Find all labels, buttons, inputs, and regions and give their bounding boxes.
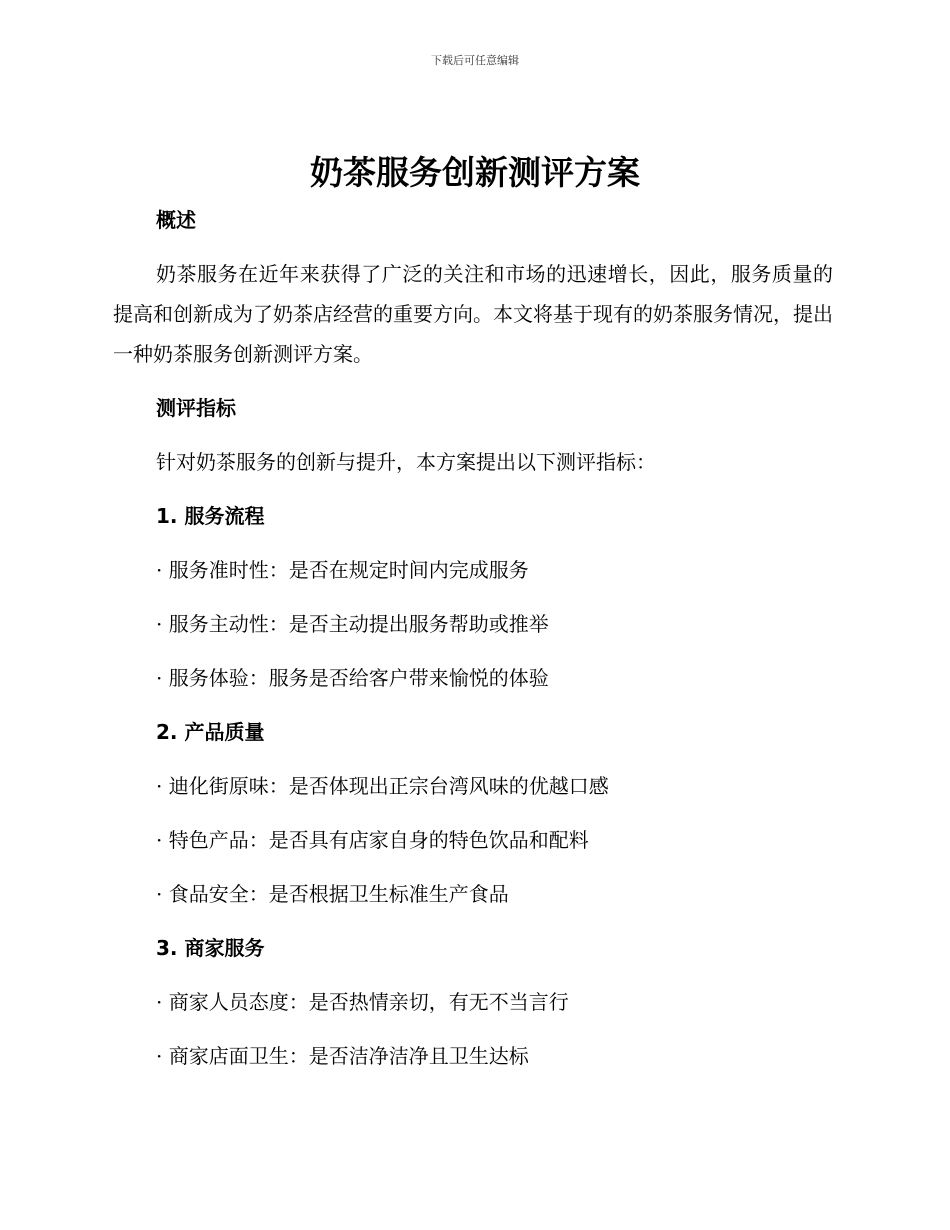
spacer [113,752,833,766]
spacer [113,428,833,442]
spacer [113,806,833,820]
spacer [113,482,833,496]
list-item: · 商家店面卫生：是否洁净洁净且卫生达标 [156,1044,529,1068]
spacer [113,914,833,928]
section-heading-overview: 概述 [156,208,196,232]
spacer [113,536,833,550]
section-heading-metrics: 测评指标 [156,396,236,420]
spacer [113,590,833,604]
spacer [113,1022,833,1036]
spacer [113,968,833,982]
list-item: · 服务准时性：是否在规定时间内完成服务 [156,558,529,582]
spacer [113,860,833,874]
subsection-heading-merchant-service: 3. 商家服务 [156,936,265,960]
metrics-intro: 针对奶茶服务的创新与提升，本方案提出以下测评指标： [156,450,656,474]
spacer [113,240,833,254]
subsection-heading-product-quality: 2. 产品质量 [156,720,265,744]
document-body [113,200,833,1076]
list-item: · 食品安全：是否根据卫生标准生产食品 [156,882,509,906]
spacer [113,374,833,388]
list-item: · 服务主动性：是否主动提出服务帮助或推举 [156,612,549,636]
overview-paragraph: 奶茶服务在近年来获得了广泛的关注和市场的迅速增长，因此，服务质量的提高和创新成为了奶茶店经营的重要方向。本文将基于现有的奶茶服务情况，提出一种奶茶服务创新测评方案。 [113,262,833,366]
list-item: · 商家人员态度：是否热情亲切，有无不当言行 [156,990,569,1014]
spacer [113,698,833,712]
document-title: 奶茶服务创新测评方案 [310,153,640,192]
spacer [113,644,833,658]
subsection-heading-service-process: 1. 服务流程 [156,504,265,528]
list-item: · 迪化街原味：是否体现出正宗台湾风味的优越口感 [156,774,609,798]
page-header: 下载后可任意编辑 [431,54,519,67]
list-item: · 特色产品：是否具有店家自身的特色饮品和配料 [156,828,589,852]
list-item: · 服务体验：服务是否给客户带来愉悦的体验 [156,666,549,690]
